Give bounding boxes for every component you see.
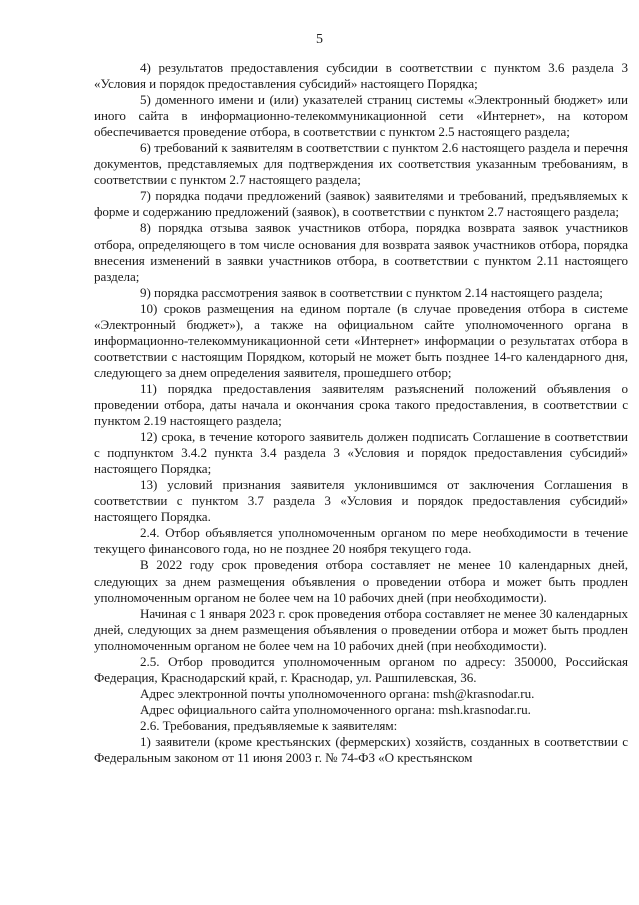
paragraph-2023-term: Начиная с 1 января 2023 г. срок проведения отбора составляет не менее 30 календарных дней, следующих за днем размещения объявления о проведении отбора и может быть продлен уполномоченным органом не более чем на 10 рабочих дней (при необходимости). xyxy=(94,605,628,653)
email-address-line: Адрес электронной почты уполномоченного органа: msh@krasnodar.ru. xyxy=(140,685,535,701)
paragraph-item-8: 8) порядка отзыва заявок участников отбора, порядка возврата заявок участников отбора, определяющего в том числе основания для возврата заявок участников отбора, порядка внесения изменений в заявки участников отбора, в соответствии с пунктом 2.11 настоящего раздела; xyxy=(94,220,628,284)
paragraph-item-6: 6) требований к заявителям в соответствии с пунктом 2.6 настоящего раздела и перечня документов, представляемых для подтверждения их соответствия указанным требованиям, в соответствии с пунктом 2.7 настоящего раздела; xyxy=(94,140,628,188)
paragraph-item-12: 12) срока, в течение которого заявитель должен подписать Соглашение в соответствии с подпунктом 3.4.2 пункта 3.4 раздела 3 «Условия и порядок предоставления субсидий» настоящего Порядка; xyxy=(94,429,628,477)
paragraph-item-7: 7) порядка подачи предложений (заявок) заявителями и требований, предъявляемых к форме и содержанию предложений (заявок), в соответствии с пунктом 2.7 настоящего раздела; xyxy=(94,188,628,220)
paragraph-2-5: 2.5. Отбор проводится уполномоченным органом по адресу: 350000, Российская Федерация, Краснодарский край, г. Краснодар, ул. Рашпилевская, 36. xyxy=(94,653,628,685)
paragraph-item-11: 11) порядка предоставления заявителям разъяснений положений объявления о проведении отбора, даты начала и окончания срока такого предоставления, в соответствии с пунктом 2.19 настоящего раздела; xyxy=(94,380,628,429)
paragraph-2022-term: В 2022 году срок проведения отбора составляет не менее 10 календарных дней, следующих за днем размещения объявления о проведении отбора и может быть продлен уполномоченным органом не более чем на 10 рабочих дней (при необходимости). xyxy=(94,557,628,605)
document-body xyxy=(94,60,628,766)
paragraph-item-4: 4) результатов предоставления субсидии в соответствии с пунктом 3.6 раздела 3 «Условия и порядок предоставления субсидий» настоящего Порядка; xyxy=(94,60,628,92)
page-number: 5 xyxy=(316,32,323,47)
paragraph-item-5: 5) доменного имени и (или) указателей страниц системы «Электронный бюджет» или иного сайта в информационно-телекоммуникационной сети «Интернет», на котором обеспечивается проведение отбора, в соответствии с пунктом 2.5 настоящего раздела; xyxy=(94,92,628,140)
paragraph-item-13: 13) условий признания заявителя уклонившимся от заключения Соглашения в соответствии с пунктом 3.7 раздела 3 «Условия и порядок предоставления субсидий» настоящего Порядка. xyxy=(94,477,628,525)
paragraph-item-10: 10) сроков размещения на едином портале (в случае проведения отбора в системе «Электронный бюджет»), а также на официальном сайте уполномоченного органа в информационно-телекоммуникационной сети «Интернет» информации о результатах отбора в соответствии с настоящим Порядком, который не может быть позднее 14-го календарного дня, следующего за днем определения заявителя, прошедшего отбор; xyxy=(94,300,628,380)
website-address-line: Адрес официального сайта уполномоченного органа: msh.krasnodar.ru. xyxy=(140,701,531,717)
paragraph-2-6-item-1: 1) заявители (кроме крестьянских (фермерских) хозяйств, созданных в соответствии с Федеральным законом от 11 июня 2003 г. № 74-ФЗ «О крестьянском xyxy=(94,733,628,766)
paragraph-2-6: 2.6. Требования, предъявляемые к заявителям: xyxy=(140,717,398,733)
paragraph-2-4: 2.4. Отбор объявляется уполномоченным органом по мере необходимости в течение текущего финансового года, но не позднее 20 ноября текущего года. xyxy=(94,525,628,557)
paragraph-item-9: 9) порядка рассмотрения заявок в соответствии с пунктом 2.14 настоящего раздела; xyxy=(140,284,603,300)
